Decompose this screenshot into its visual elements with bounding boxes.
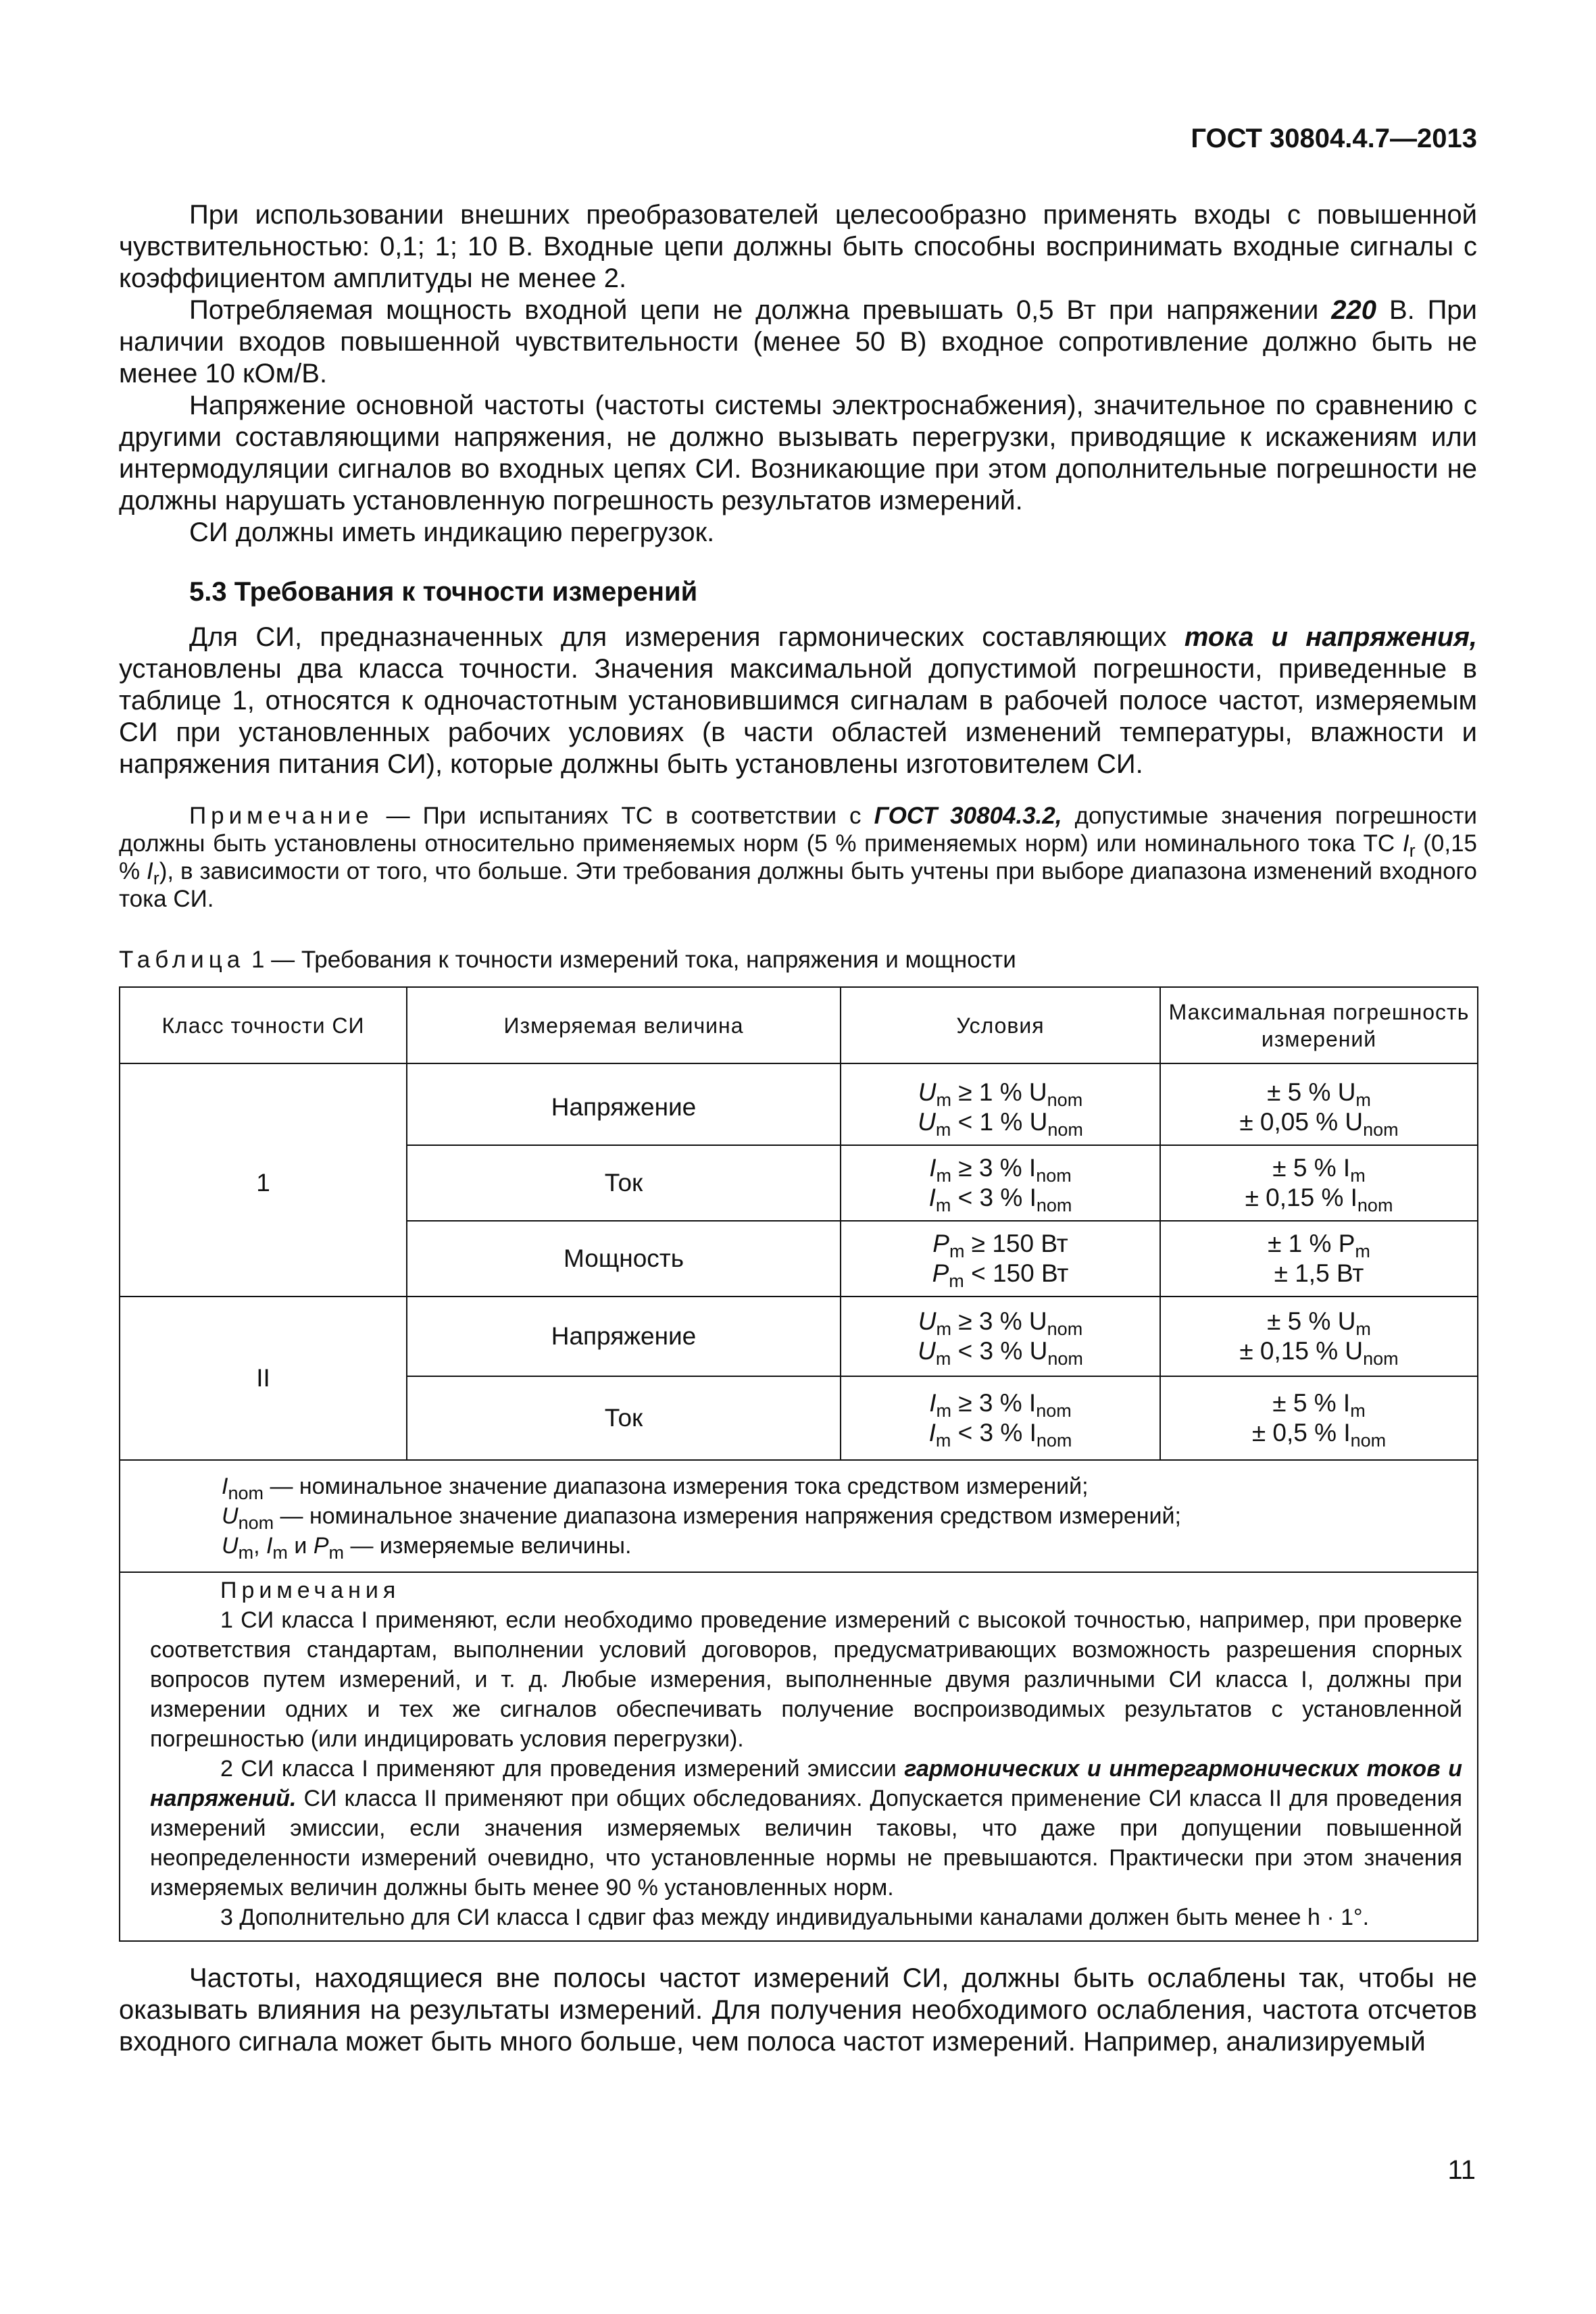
error-cell: ± 1 % $P_m$ ± 1,5 Вт <box>1160 1221 1478 1297</box>
page-number: 11 <box>1447 2155 1476 2185</box>
paragraph-fundamental: Напряжение основной частоты (частоты системы электроснабжения), значительное по сравнению с другими составляющими напряжения, не должно вызывать перегрузки, приводящие к искажениям или интермодуляции сигналов во входных цепях СИ. Возникающие при этом дополнительные погрешности не должны нарушать установленную погрешность результатов измерений. <box>119 391 1477 515</box>
class-cell: 1 <box>120 1070 407 1297</box>
paragraph-frequencies: Частоты, находящиеся вне полосы частот измерений СИ, должны быть ослаблены так, чтобы не оказывать влияния на результаты измерений. Для получения необходимого ослабления, частота отсчетов входного сигнала может быть много больше, чем полоса частот измерений. Например, анализируемый <box>119 1963 1477 2057</box>
closing-text <box>119 1963 1477 2058</box>
legend-unom: $U_{nom}$ — номинальное значение диапазона измерения напряжения средством измерений; <box>222 1503 1181 1533</box>
legend-cell <box>120 1460 1478 1572</box>
table-row <box>120 1297 1478 1376</box>
table-note-3: 3 Дополнительно для СИ класса I сдвиг фаз между индивидуальными каналами должен быть менее h · 1°. <box>220 1905 1370 1930</box>
legend-row <box>120 1460 1478 1572</box>
error-cell: ± 5 % $I_m$ ± 0,5 % $I_{nom}$ <box>1160 1376 1478 1460</box>
section-heading: 5.3 Требования к точности измерений <box>189 577 698 607</box>
quantity-cell: Мощность <box>407 1221 841 1297</box>
note-label: Примечание <box>189 803 374 829</box>
legend-measured: $U_m$, $I_m$ и $P_m$ — измеряемые величины. <box>222 1533 632 1563</box>
header-quantity: Измеряемая величина <box>407 987 841 1063</box>
table-row <box>120 1070 1478 1145</box>
intro-text <box>119 199 1477 549</box>
quantity-cell: Ток <box>407 1376 841 1460</box>
legend-inom: $I_{nom}$ — номинальное значение диапазона измерения тока средством измерений; <box>222 1474 1089 1503</box>
table-header-row <box>120 987 1478 1063</box>
notes-title: Примечания <box>220 1578 401 1603</box>
standard-number: ГОСТ 30804.4.7—2013 <box>1191 124 1477 153</box>
table-note-2: 2 СИ класса I применяют для проведения измерений эмиссии гармонических и интергармонических токов и напряжений. СИ класса II применяют при общих обследованиях. Допускается применение СИ класса II для проведения измерений эмиссии, если значения измеряемых величин таковы, что даже при допущении повышенной неопределенности измерений очевидно, что установленные нормы не превышаются. Практически при этом значения измеряемых величин должны быть менее 90 % установленных норм. <box>150 1756 1462 1901</box>
header-class: Класс точности СИ <box>120 987 407 1063</box>
quantity-cell: Ток <box>407 1145 841 1221</box>
note-block: Примечание — При испытаниях ТС в соответствии с ГОСТ 30804.3.2, допустимые значения погрешности должны быть установлены относительно применяемых норм (5 % применяемых норм) или номинального тока ТС $I_r$ (0,15 % $I_r$), в зависимости от того, что больше. Эти требования должны быть учтены при выборе диапазона изменений входного тока СИ. <box>119 803 1477 912</box>
notes-cell <box>120 1572 1478 1941</box>
quantity-cell: Напряжение <box>407 1070 841 1145</box>
error-cell: ± 5 % $U_m$ ± 0,15 % $U_{nom}$ <box>1160 1297 1478 1376</box>
table-caption: Таблица 1 — Требования к точности измерений тока, напряжения и мощности <box>119 947 1016 973</box>
accuracy-table <box>119 986 1478 1942</box>
error-cell: ± 5 % $I_m$ ± 0,15 % $I_{nom}$ <box>1160 1145 1478 1221</box>
paragraph-power: Потребляемая мощность входной цепи не должна превышать 0,5 Вт при напряжении 220 В. При наличии входов повышенной чувствительности (менее 50 В) входное сопротивление должно быть не менее 10 кОм/В. <box>119 295 1478 388</box>
conditions-cell: $P_m \ge 150$ Вт $P_m < 150$ Вт <box>841 1221 1160 1297</box>
class-cell: II <box>120 1297 407 1460</box>
header-max-error: Максимальная погрешность измерений <box>1160 987 1478 1063</box>
quantity-cell: Напряжение <box>407 1297 841 1376</box>
conditions-cell: $U_m \ge 3$ % $U_{nom}$ $U_m < 3$ % $U_{nom}$ <box>841 1297 1160 1376</box>
conditions-cell: $U_m \ge 1$ % $U_{nom}$ $U_m < 1$ % $U_{nom}$ <box>841 1070 1160 1145</box>
header-conditions: Условия <box>841 987 1160 1063</box>
paragraph-inputs: При использовании внешних преобразователей целесообразно применять входы с повышенной чувствительностью: 0,1; 1; 10 В. Входные цепи должны быть способны воспринимать входные сигналы с коэффициентом амплитуды не менее 2. <box>119 200 1477 293</box>
table-note-1: 1 СИ класса I применяют, если необходимо проведение измерений с высокой точностью, например, при проверке соответствия стандартам, выполнении условий договоров, предусматривающих возможность разрешения спорных вопросов путем измерений, и т. д. Любые измерения, выполненные двумя различными СИ класса I, должны при измерении одних и тех же сигналов обеспечивать получение воспроизводимых результатов с установленной погрешностью (или индицировать условия перегрузки). <box>150 1607 1462 1752</box>
notes-row <box>120 1572 1478 1941</box>
section-text: Для СИ, предназначенных для измерения гармонических составляющих тока и напряжения, установлены два класса точности. Значения максимальной допустимой погрешности, приведенные в таблице 1, относятся к одночастотным установившимся сигналам в рабочей полосе частот, измеряемым СИ при установленных рабочих условиях (в части областей изменений температуры, влажности и напряжения питания СИ), которые должны быть установлены изготовителем СИ. <box>119 622 1477 779</box>
conditions-cell: $I_m \ge 3$ % $I_{nom}$ $I_m < 3$ % $I_{nom}$ <box>841 1376 1160 1460</box>
paragraph-overload: СИ должны иметь индикацию перегрузок. <box>189 518 715 547</box>
error-cell: ± 5 % $U_m$ ± 0,05 % $U_{nom}$ <box>1160 1070 1478 1145</box>
conditions-cell: $I_m \ge 3$ % $I_{nom}$ $I_m < 3$ % $I_{nom}$ <box>841 1145 1160 1221</box>
